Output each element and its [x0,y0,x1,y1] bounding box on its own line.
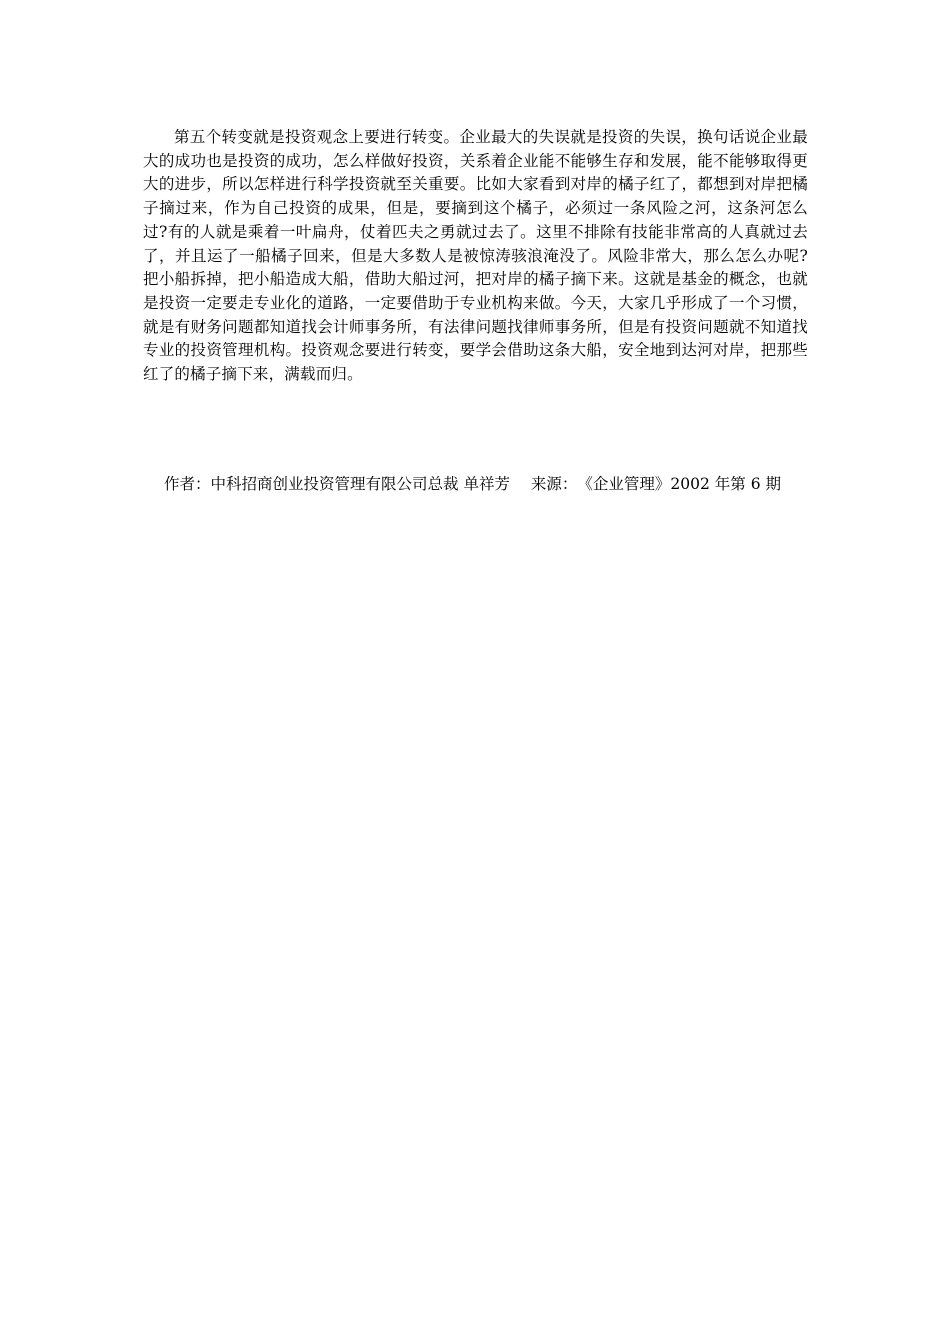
body-paragraph: 第五个转变就是投资观念上要进行转变。企业最大的失误就是投资的失误，换句话说企业最大的成功也是投资的成功，怎么样做好投资，关系着企业能不能够生存和发展，能不能够取得更大的进步，所以怎样进行科学投资就至关重要。比如大家看到对岸的橘子红了，都想到对岸把橘子摘过来，作为自己投资的成果，但是，要摘到这个橘子，必须过一条风险之河，这条河怎么过?有的人就是乘着一叶扁舟，仗着匹夫之勇就过去了。这里不排除有技能非常高的人真就过去了，并且运了一船橘子回来，但是大多数人是被惊涛骇浪淹没了。风险非常大，那么怎么办呢?把小船拆掉，把小船造成大船，借助大船过河，把对岸的橘子摘下来。这就是基金的概念，也就是投资一定要走专业化的道路，一定要借助于专业机构来做。今天，大家几乎形成了一个习惯，就是有财务问题都知道找会计师事务所，有法律问题找律师事务所，但是有投资问题就不知道找专业的投资管理机构。投资观念要进行转变，要学会借助这条大船，安全地到达河对岸，把那些红了的橘子摘下来，满载而归。 [143,128,808,384]
author-name: 中科招商创业投资管理有限公司总裁 单祥芳 [210,475,510,493]
author-label: 作者： [164,475,211,493]
source-name: 《企业管理》2002 年第 6 期 [577,475,781,493]
byline [164,472,824,496]
source-block [531,472,781,496]
author-block [164,472,510,496]
source-label: 来源： [530,475,578,493]
